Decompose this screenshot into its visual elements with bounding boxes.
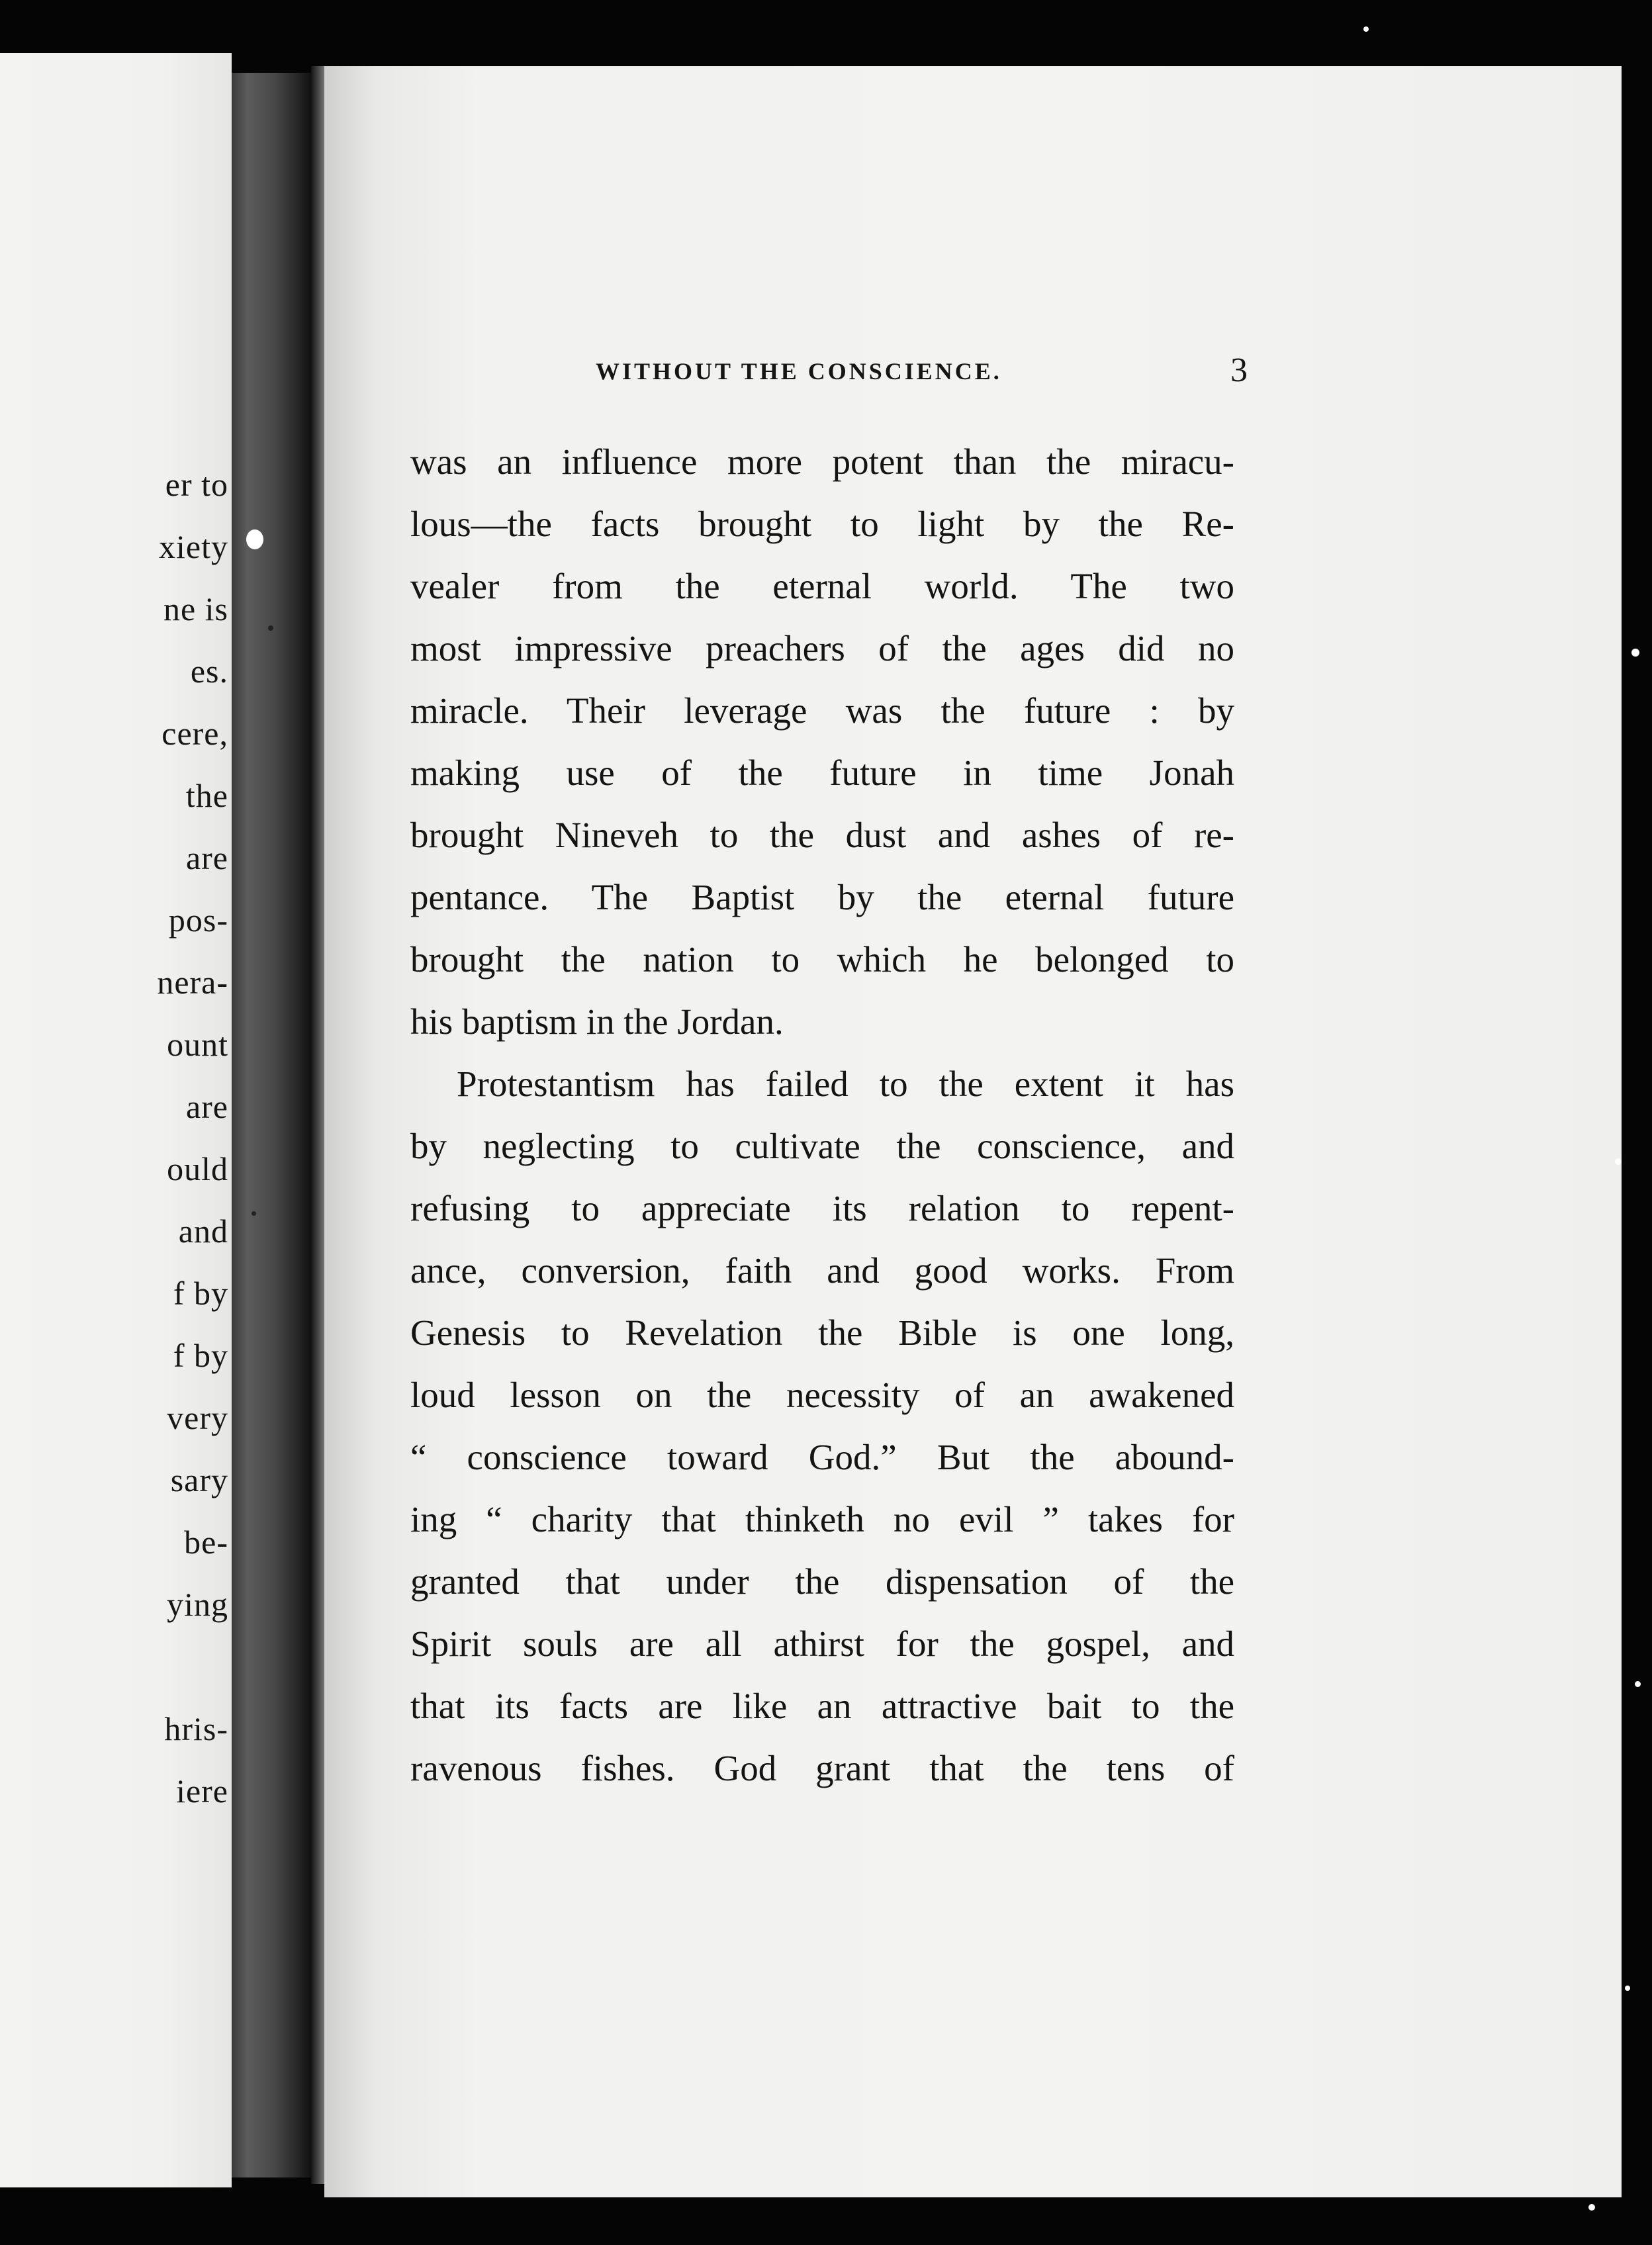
text-line: loud lesson on the necessity of an awakened: [410, 1375, 1234, 1415]
left-line: [0, 1635, 228, 1698]
text-line: granted that under the dispensation of the: [410, 1561, 1234, 1602]
text-line: ance, conversion, faith and good works. From: [410, 1250, 1234, 1291]
left-line: ne is: [163, 590, 228, 627]
scan-speck: [268, 625, 273, 631]
scan-speck: [1588, 2204, 1595, 2211]
text-line: refusing to appreciate its relation to repent-: [410, 1188, 1234, 1228]
left-line: er to: [165, 466, 228, 503]
left-line: es.: [190, 653, 228, 690]
scan-speck: [1363, 26, 1369, 32]
left-line: be-: [184, 1524, 228, 1561]
text-line: vealer from the eternal world. The two: [410, 566, 1234, 606]
running-head: [596, 351, 1248, 390]
scan-speck: [252, 1211, 256, 1216]
left-line: are: [185, 1088, 228, 1125]
left-line: xiety: [159, 528, 228, 565]
scan-speck: [1625, 1986, 1630, 1991]
text-line: brought the nation to which he belonged to: [410, 939, 1234, 980]
left-line: f by: [173, 1337, 228, 1374]
text-line: miracle. Their leverage was the future : by: [410, 690, 1234, 731]
left-line: ying: [167, 1586, 228, 1623]
text-line: his baptism in the Jordan.: [410, 1001, 784, 1042]
text-line: Spirit souls are all athirst for the gospel, and: [410, 1624, 1234, 1664]
left-line: f by: [173, 1275, 228, 1312]
text-line: “ conscience toward God.” But the abound-: [410, 1437, 1234, 1477]
left-line: cere,: [161, 715, 228, 752]
left-line: are: [185, 839, 228, 876]
text-line: ing “ charity that thinketh no evil ” takes for: [410, 1499, 1234, 1539]
scan-speck: [1635, 1681, 1641, 1687]
left-facing-page: [0, 53, 232, 2187]
text-line: that its facts are like an attractive bait to the: [410, 1686, 1234, 1726]
text-line: pentance. The Baptist by the eternal future: [410, 877, 1234, 917]
left-line: sary: [170, 1461, 228, 1498]
text-line: lous—the facts brought to light by the Re-: [410, 504, 1234, 544]
left-line: very: [167, 1399, 228, 1436]
text-line: was an influence more potent than the miracu-: [410, 441, 1234, 482]
scan-speck: [1631, 649, 1639, 657]
text-line: making use of the future in time Jonah: [410, 753, 1234, 793]
text-line: ravenous fishes. God grant that the tens of: [410, 1748, 1234, 1788]
left-line: the: [185, 777, 228, 814]
binding-gutter: [232, 73, 311, 2177]
left-line: iere: [176, 1772, 228, 1810]
text-line: Genesis to Revelation the Bible is one long,: [410, 1312, 1234, 1353]
left-line: ount: [167, 1026, 228, 1063]
scan-speck: [246, 529, 263, 549]
page-number: 3: [1230, 351, 1248, 389]
left-line: and: [178, 1213, 228, 1250]
text-line: brought Nineveh to the dust and ashes of re-: [410, 815, 1234, 855]
left-page-text-fragments: [0, 453, 228, 1822]
text-line: by neglecting to cultivate the conscience, and: [410, 1126, 1234, 1166]
left-line: hris-: [164, 1710, 228, 1747]
text-line: Protestantism has failed to the extent it has: [457, 1064, 1234, 1104]
body-text: [410, 431, 1234, 1800]
left-line: nera-: [157, 964, 228, 1001]
left-line: ould: [167, 1150, 228, 1187]
scan-speck: [1615, 1158, 1622, 1165]
text-line: most impressive preachers of the ages did no: [410, 628, 1234, 668]
running-title: WITHOUT THE CONSCIENCE.: [596, 358, 1002, 385]
left-line: pos-: [168, 901, 228, 939]
